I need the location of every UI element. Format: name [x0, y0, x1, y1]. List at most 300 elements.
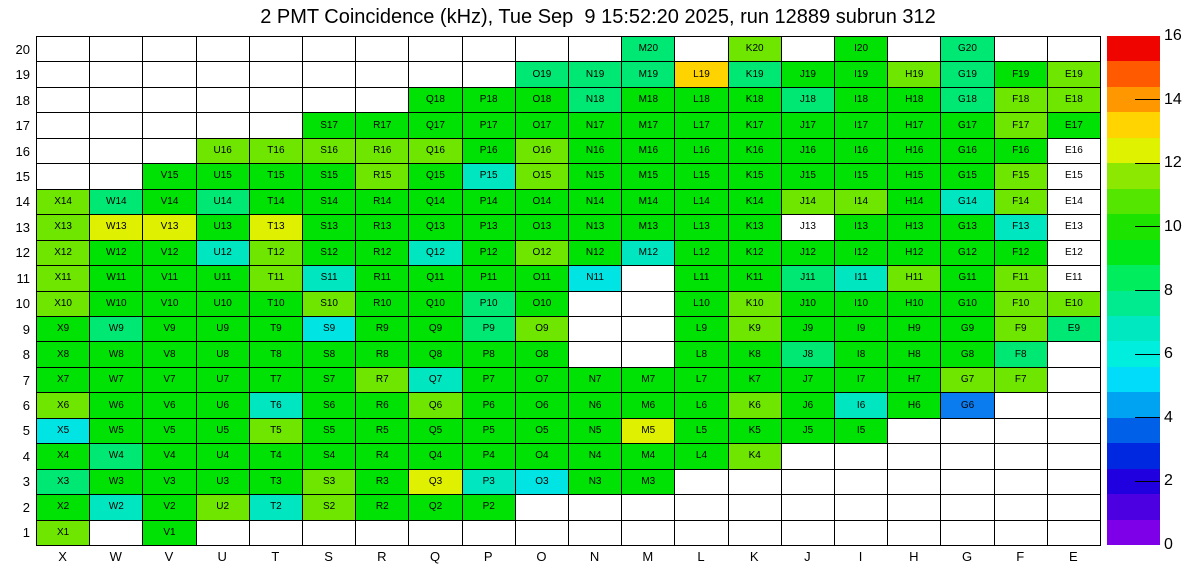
- grid-cell-empty: [941, 521, 994, 546]
- cell-P4: P4: [463, 444, 516, 469]
- y-axis-label-17: 17: [15, 118, 30, 134]
- grid-cell-empty: [90, 113, 143, 138]
- grid-cell-empty: [463, 521, 516, 546]
- cell-T7: T7: [250, 368, 303, 393]
- cell-X3: X3: [37, 470, 90, 495]
- cell-L5: L5: [675, 419, 728, 444]
- cell-J18: J18: [782, 88, 835, 113]
- cell-T4: T4: [250, 444, 303, 469]
- cell-S11: S11: [303, 266, 356, 291]
- cell-V15: V15: [143, 164, 196, 189]
- grid-cell-empty: [782, 444, 835, 469]
- cell-I15: I15: [835, 164, 888, 189]
- x-axis-label-O: O: [536, 549, 547, 564]
- colorbar-tick-label-2: 2: [1164, 472, 1173, 490]
- cell-M17: M17: [622, 113, 675, 138]
- colorbar-tick-label-14: 14: [1164, 90, 1182, 108]
- grid-cell-empty: [622, 521, 675, 546]
- cell-O5: O5: [516, 419, 569, 444]
- cell-T5: T5: [250, 419, 303, 444]
- cell-O12: O12: [516, 241, 569, 266]
- cell-F19: F19: [995, 62, 1048, 87]
- cell-W12: W12: [90, 241, 143, 266]
- cell-L14: L14: [675, 190, 728, 215]
- cell-K13: K13: [729, 215, 782, 240]
- cell-K15: K15: [729, 164, 782, 189]
- cell-W10: W10: [90, 292, 143, 317]
- grid-cell-empty: [37, 88, 90, 113]
- cell-M12: M12: [622, 241, 675, 266]
- cell-N12: N12: [569, 241, 622, 266]
- cell-Q7: Q7: [409, 368, 462, 393]
- grid-cell-empty: [516, 521, 569, 546]
- cell-M16: M16: [622, 139, 675, 164]
- cell-S8: S8: [303, 342, 356, 367]
- grid-cell-empty: [888, 521, 941, 546]
- grid-cell-empty: [675, 521, 728, 546]
- cell-F10: F10: [995, 292, 1048, 317]
- colorbar-band: [1107, 265, 1160, 290]
- colorbar-tick: [1135, 354, 1160, 355]
- cell-Q13: Q13: [409, 215, 462, 240]
- cell-R14: R14: [356, 190, 409, 215]
- cell-E19: E19: [1048, 62, 1101, 87]
- cell-O15: O15: [516, 164, 569, 189]
- colorbar-tick-label-8: 8: [1164, 281, 1173, 299]
- cell-T2: T2: [250, 495, 303, 520]
- colorbar-band: [1107, 443, 1160, 468]
- cell-P17: P17: [463, 113, 516, 138]
- cell-R13: R13: [356, 215, 409, 240]
- cell-W13: W13: [90, 215, 143, 240]
- cell-P7: P7: [463, 368, 516, 393]
- cell-E9: E9: [1048, 317, 1101, 342]
- cell-P5: P5: [463, 419, 516, 444]
- cell-L18: L18: [675, 88, 728, 113]
- cell-H18: H18: [888, 88, 941, 113]
- x-axis-label-R: R: [377, 549, 387, 564]
- grid-cell-empty: [37, 164, 90, 189]
- cell-P9: P9: [463, 317, 516, 342]
- colorbar-band: [1107, 367, 1160, 392]
- grid-cell-empty: [37, 62, 90, 87]
- cell-V4: V4: [143, 444, 196, 469]
- cell-V9: V9: [143, 317, 196, 342]
- cell-P3: P3: [463, 470, 516, 495]
- cell-L8: L8: [675, 342, 728, 367]
- cell-J19: J19: [782, 62, 835, 87]
- cell-S15: S15: [303, 164, 356, 189]
- y-axis-label-20: 20: [15, 41, 30, 57]
- grid-cell-empty: [197, 521, 250, 546]
- x-axis-label-F: F: [1016, 549, 1025, 564]
- cell-O13: O13: [516, 215, 569, 240]
- cell-R11: R11: [356, 266, 409, 291]
- grid-cell-empty: [782, 37, 835, 62]
- grid-cell-empty: [356, 521, 409, 546]
- cell-L13: L13: [675, 215, 728, 240]
- cell-Q4: Q4: [409, 444, 462, 469]
- grid-cell-empty: [835, 495, 888, 520]
- grid-cell-empty: [1048, 521, 1101, 546]
- cell-I9: I9: [835, 317, 888, 342]
- cell-O14: O14: [516, 190, 569, 215]
- y-axis-label-19: 19: [15, 67, 30, 83]
- cell-F17: F17: [995, 113, 1048, 138]
- cell-H16: H16: [888, 139, 941, 164]
- grid-cell-empty: [90, 521, 143, 546]
- cell-F15: F15: [995, 164, 1048, 189]
- cell-L10: L10: [675, 292, 728, 317]
- grid-cell-empty: [675, 470, 728, 495]
- cell-X12: X12: [37, 241, 90, 266]
- cell-N5: N5: [569, 419, 622, 444]
- cell-S3: S3: [303, 470, 356, 495]
- cell-X11: X11: [37, 266, 90, 291]
- grid-cell-empty: [888, 37, 941, 62]
- cell-X8: X8: [37, 342, 90, 367]
- cell-K7: K7: [729, 368, 782, 393]
- cell-L17: L17: [675, 113, 728, 138]
- cell-O10: O10: [516, 292, 569, 317]
- grid-cell-empty: [1048, 37, 1101, 62]
- cell-S17: S17: [303, 113, 356, 138]
- cell-U4: U4: [197, 444, 250, 469]
- cell-O9: O9: [516, 317, 569, 342]
- cell-H9: H9: [888, 317, 941, 342]
- cell-K14: K14: [729, 190, 782, 215]
- cell-J10: J10: [782, 292, 835, 317]
- grid-cell-empty: [463, 37, 516, 62]
- cell-I5: I5: [835, 419, 888, 444]
- cell-S13: S13: [303, 215, 356, 240]
- cell-W14: W14: [90, 190, 143, 215]
- cell-M6: M6: [622, 393, 675, 418]
- cell-R7: R7: [356, 368, 409, 393]
- cell-G9: G9: [941, 317, 994, 342]
- cell-M14: M14: [622, 190, 675, 215]
- cell-O18: O18: [516, 88, 569, 113]
- cell-N6: N6: [569, 393, 622, 418]
- cell-X4: X4: [37, 444, 90, 469]
- grid-cell-empty: [729, 521, 782, 546]
- cell-R9: R9: [356, 317, 409, 342]
- cell-Q18: Q18: [409, 88, 462, 113]
- cell-M18: M18: [622, 88, 675, 113]
- colorbar-tick: [1135, 417, 1160, 418]
- colorbar-band: [1107, 494, 1160, 519]
- cell-J9: J9: [782, 317, 835, 342]
- cell-T6: T6: [250, 393, 303, 418]
- cell-O11: O11: [516, 266, 569, 291]
- cell-P10: P10: [463, 292, 516, 317]
- cell-P6: P6: [463, 393, 516, 418]
- cell-R17: R17: [356, 113, 409, 138]
- cell-Q15: Q15: [409, 164, 462, 189]
- cell-R3: R3: [356, 470, 409, 495]
- cell-K18: K18: [729, 88, 782, 113]
- colorbar-tick-label-10: 10: [1164, 217, 1182, 235]
- cell-K10: K10: [729, 292, 782, 317]
- grid-cell-empty: [516, 37, 569, 62]
- y-axis-label-10: 10: [15, 296, 30, 312]
- cell-I14: I14: [835, 190, 888, 215]
- cell-X9: X9: [37, 317, 90, 342]
- cell-O6: O6: [516, 393, 569, 418]
- grid-cell-empty: [143, 88, 196, 113]
- cell-U12: U12: [197, 241, 250, 266]
- cell-N11: N11: [569, 266, 622, 291]
- x-axis-label-V: V: [164, 549, 174, 564]
- x-axis-label-U: U: [217, 549, 227, 564]
- cell-N18: N18: [569, 88, 622, 113]
- grid-cell-empty: [941, 470, 994, 495]
- cell-T14: T14: [250, 190, 303, 215]
- cell-J14: J14: [782, 190, 835, 215]
- grid-cell-empty: [941, 419, 994, 444]
- grid-cell-empty: [569, 37, 622, 62]
- cell-R16: R16: [356, 139, 409, 164]
- cell-M20: M20: [622, 37, 675, 62]
- cell-F11: F11: [995, 266, 1048, 291]
- cell-V12: V12: [143, 241, 196, 266]
- colorbar-tick: [1135, 481, 1160, 482]
- y-axis-label-18: 18: [15, 92, 30, 108]
- colorbar-tick: [1135, 99, 1160, 100]
- cell-I7: I7: [835, 368, 888, 393]
- cell-W3: W3: [90, 470, 143, 495]
- grid-cell-empty: [569, 342, 622, 367]
- cell-Q8: Q8: [409, 342, 462, 367]
- y-axis-label-4: 4: [22, 448, 30, 464]
- cell-S7: S7: [303, 368, 356, 393]
- cell-V3: V3: [143, 470, 196, 495]
- grid-cell-empty: [303, 521, 356, 546]
- colorbar-band: [1107, 189, 1160, 214]
- cell-L6: L6: [675, 393, 728, 418]
- cell-G7: G7: [941, 368, 994, 393]
- cell-G11: G11: [941, 266, 994, 291]
- cell-U3: U3: [197, 470, 250, 495]
- grid-cell-empty: [143, 139, 196, 164]
- cell-J17: J17: [782, 113, 835, 138]
- grid-cell-empty: [622, 342, 675, 367]
- cell-F16: F16: [995, 139, 1048, 164]
- cell-V7: V7: [143, 368, 196, 393]
- cell-N13: N13: [569, 215, 622, 240]
- grid-cell-empty: [1048, 470, 1101, 495]
- cell-O3: O3: [516, 470, 569, 495]
- cell-F7: F7: [995, 368, 1048, 393]
- cell-S14: S14: [303, 190, 356, 215]
- colorbar-tick: [1135, 226, 1160, 227]
- cell-I8: I8: [835, 342, 888, 367]
- cell-J12: J12: [782, 241, 835, 266]
- grid-cell-empty: [143, 37, 196, 62]
- colorbar-band: [1107, 112, 1160, 137]
- cell-R10: R10: [356, 292, 409, 317]
- cell-H10: H10: [888, 292, 941, 317]
- cell-W7: W7: [90, 368, 143, 393]
- grid-cell-empty: [409, 62, 462, 87]
- grid-cell-empty: [1048, 393, 1101, 418]
- cell-V2: V2: [143, 495, 196, 520]
- grid-cell-empty: [622, 266, 675, 291]
- cell-P11: P11: [463, 266, 516, 291]
- grid-cell-empty: [37, 139, 90, 164]
- cell-Q6: Q6: [409, 393, 462, 418]
- cell-K17: K17: [729, 113, 782, 138]
- cell-X6: X6: [37, 393, 90, 418]
- cell-F13: F13: [995, 215, 1048, 240]
- colorbar-tick-label-0: 0: [1164, 536, 1173, 553]
- cell-E12: E12: [1048, 241, 1101, 266]
- cell-W9: W9: [90, 317, 143, 342]
- colorbar-tick-label-4: 4: [1164, 408, 1173, 426]
- x-axis-label-K: K: [749, 549, 759, 564]
- grid-cell-empty: [90, 62, 143, 87]
- cell-T11: T11: [250, 266, 303, 291]
- grid-cell-empty: [888, 495, 941, 520]
- x-axis-label-Q: Q: [429, 549, 441, 564]
- grid-cell-empty: [569, 521, 622, 546]
- cell-V11: V11: [143, 266, 196, 291]
- cell-K8: K8: [729, 342, 782, 367]
- cell-K6: K6: [729, 393, 782, 418]
- cell-T3: T3: [250, 470, 303, 495]
- cell-G17: G17: [941, 113, 994, 138]
- cell-J5: J5: [782, 419, 835, 444]
- cell-V8: V8: [143, 342, 196, 367]
- cell-N15: N15: [569, 164, 622, 189]
- cell-V1: V1: [143, 521, 196, 546]
- grid-cell-empty: [569, 317, 622, 342]
- cell-Q9: Q9: [409, 317, 462, 342]
- cell-W4: W4: [90, 444, 143, 469]
- cell-E16: E16: [1048, 139, 1101, 164]
- cell-K11: K11: [729, 266, 782, 291]
- colorbar-tick: [1135, 163, 1160, 164]
- cell-S12: S12: [303, 241, 356, 266]
- grid-cell-empty: [356, 62, 409, 87]
- cell-H11: H11: [888, 266, 941, 291]
- cell-U15: U15: [197, 164, 250, 189]
- cell-H12: H12: [888, 241, 941, 266]
- cell-R4: R4: [356, 444, 409, 469]
- cell-H7: H7: [888, 368, 941, 393]
- cell-K5: K5: [729, 419, 782, 444]
- grid-cell-empty: [995, 419, 1048, 444]
- x-axis-label-N: N: [589, 549, 600, 564]
- grid-cell-empty: [995, 470, 1048, 495]
- cell-Q5: Q5: [409, 419, 462, 444]
- grid-cell-empty: [622, 317, 675, 342]
- grid-cell-empty: [37, 37, 90, 62]
- cell-F8: F8: [995, 342, 1048, 367]
- cell-G8: G8: [941, 342, 994, 367]
- grid-cell-empty: [675, 37, 728, 62]
- cell-G18: G18: [941, 88, 994, 113]
- grid-cell-empty: [569, 495, 622, 520]
- cell-X7: X7: [37, 368, 90, 393]
- cell-P16: P16: [463, 139, 516, 164]
- cell-E11: E11: [1048, 266, 1101, 291]
- cell-P2: P2: [463, 495, 516, 520]
- colorbar-band: [1107, 316, 1160, 341]
- grid-cell-empty: [250, 88, 303, 113]
- cell-G16: G16: [941, 139, 994, 164]
- grid-cell-empty: [463, 62, 516, 87]
- cell-Q12: Q12: [409, 241, 462, 266]
- cell-U2: U2: [197, 495, 250, 520]
- cell-I12: I12: [835, 241, 888, 266]
- cell-M3: M3: [622, 470, 675, 495]
- colorbar-band: [1107, 36, 1160, 61]
- cell-I11: I11: [835, 266, 888, 291]
- cell-G6: G6: [941, 393, 994, 418]
- grid-cell-empty: [409, 37, 462, 62]
- grid-cell-empty: [622, 495, 675, 520]
- cell-L12: L12: [675, 241, 728, 266]
- y-axis-label-11: 11: [16, 270, 30, 286]
- x-axis-label-J: J: [804, 549, 811, 564]
- cell-P12: P12: [463, 241, 516, 266]
- grid-cell-empty: [516, 495, 569, 520]
- grid-cell-empty: [835, 521, 888, 546]
- cell-M19: M19: [622, 62, 675, 87]
- grid-cell-empty: [622, 292, 675, 317]
- grid-cell-empty: [303, 37, 356, 62]
- cell-V6: V6: [143, 393, 196, 418]
- cell-E15: E15: [1048, 164, 1101, 189]
- grid-cell-empty: [37, 113, 90, 138]
- grid-cell-empty: [835, 470, 888, 495]
- cell-H14: H14: [888, 190, 941, 215]
- cell-I19: I19: [835, 62, 888, 87]
- grid-cell-empty: [90, 139, 143, 164]
- colorbar-band: [1107, 163, 1160, 188]
- colorbar-band: [1107, 240, 1160, 265]
- x-axis-label-T: T: [271, 549, 280, 564]
- cell-T13: T13: [250, 215, 303, 240]
- cell-H13: H13: [888, 215, 941, 240]
- grid-cell-empty: [250, 37, 303, 62]
- grid-cell-empty: [90, 88, 143, 113]
- cell-N3: N3: [569, 470, 622, 495]
- cell-R15: R15: [356, 164, 409, 189]
- cell-J11: J11: [782, 266, 835, 291]
- cell-I13: I13: [835, 215, 888, 240]
- cell-E14: E14: [1048, 190, 1101, 215]
- cell-W11: W11: [90, 266, 143, 291]
- cell-I10: I10: [835, 292, 888, 317]
- cell-W2: W2: [90, 495, 143, 520]
- cell-M15: M15: [622, 164, 675, 189]
- cell-R12: R12: [356, 241, 409, 266]
- cell-S9: S9: [303, 317, 356, 342]
- cell-U14: U14: [197, 190, 250, 215]
- cell-S6: S6: [303, 393, 356, 418]
- cell-T8: T8: [250, 342, 303, 367]
- grid-cell-empty: [356, 37, 409, 62]
- chart-title: 2 PMT Coincidence (kHz), Tue Sep 9 15:52:20 2025, run 12889 subrun 312: [260, 6, 936, 28]
- grid-cell-empty: [197, 62, 250, 87]
- cell-S16: S16: [303, 139, 356, 164]
- cell-H8: H8: [888, 342, 941, 367]
- cell-F14: F14: [995, 190, 1048, 215]
- y-axis-label-3: 3: [22, 474, 30, 490]
- cell-G10: G10: [941, 292, 994, 317]
